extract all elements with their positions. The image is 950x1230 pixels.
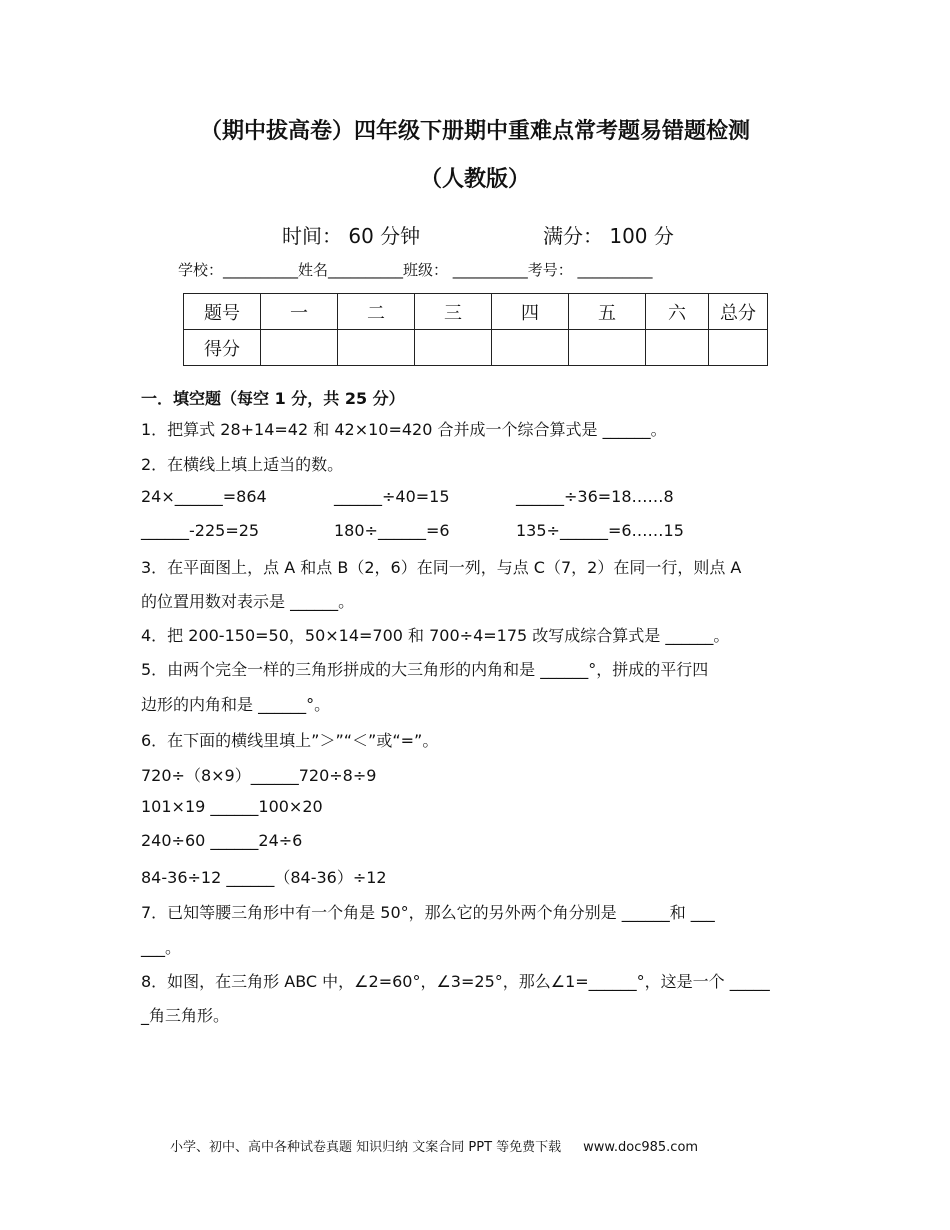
score-cell-4[interactable] — [492, 330, 569, 366]
q2-item: ______÷36=18……8 — [516, 487, 674, 506]
score-label-cell: 得分 — [184, 330, 261, 366]
question-4: 4．把 200-150=50，50×14=700 和 700÷4=175 改写成综合算式是 ______。 — [141, 626, 730, 645]
question-1: 1．把算式 28+14=42 和 42×10=420 合并成一个综合算式是 ______。 — [141, 420, 667, 439]
header-cell-4: 四 — [492, 294, 569, 330]
score-table-header-row — [184, 294, 768, 330]
question-3-line2: 的位置用数对表示是 ______。 — [141, 592, 355, 611]
student-info-line: 学校：__________姓名__________班级： __________考号： __________ — [178, 261, 653, 279]
header-cell-2: 二 — [338, 294, 415, 330]
question-3-line1: 3．在平面图上，点 A 和点 B（2，6）在同一列，与点 C（7，2）在同一行，则点 A — [141, 558, 742, 577]
question-5-line2: 边形的内角和是 ______°。 — [141, 695, 331, 714]
score-cell-1[interactable] — [261, 330, 338, 366]
exam-time: 时间： 60 分钟 — [282, 224, 421, 248]
q6-item: 84-36÷12 ______（84-36）÷12 — [141, 868, 387, 887]
full-score: 满分： 100 分 — [543, 224, 674, 248]
score-cell-6[interactable] — [646, 330, 709, 366]
question-2: 2．在横线上填上适当的数。 — [141, 455, 344, 474]
question-7-line1: 7．已知等腰三角形中有一个角是 50°，那么它的另外两个角分别是 ______和 ___ — [141, 903, 715, 922]
q6-item: 240÷60 ______24÷6 — [141, 831, 303, 850]
q2-item: ______-225=25 — [141, 521, 260, 540]
question-7-line2: ___。 — [141, 938, 182, 957]
score-table-score-row — [184, 330, 768, 366]
q6-item: 101×19 ______100×20 — [141, 797, 323, 816]
question-8-line2: _角三角形。 — [141, 1006, 230, 1025]
header-cell-6: 六 — [646, 294, 709, 330]
q6-item: 720÷（8×9）______720÷8÷9 — [141, 766, 377, 785]
q2-item: 180÷______=6 — [334, 521, 450, 540]
footer — [170, 1136, 698, 1155]
question-6: 6．在下面的横线里填上”＞”“＜”或“=”。 — [141, 731, 439, 750]
header-cell-5: 五 — [569, 294, 646, 330]
header-cell-total: 总分 — [709, 294, 768, 330]
q2-item: 135÷______=6……15 — [516, 521, 684, 540]
page-title: （期中拔高卷）四年级下册期中重难点常考题易错题检测 — [199, 119, 750, 144]
footer-link[interactable]: www.doc985.com — [583, 1140, 699, 1155]
score-cell-5[interactable] — [569, 330, 646, 366]
score-cell-total[interactable] — [709, 330, 768, 366]
score-cell-2[interactable] — [338, 330, 415, 366]
score-table — [183, 293, 768, 366]
question-5-line1: 5．由两个完全一样的三角形拼成的大三角形的内角和是 ______°，拼成的平行四 — [141, 660, 709, 679]
header-cell-1: 一 — [261, 294, 338, 330]
section-heading: 一．填空题（每空 1 分，共 25 分） — [141, 389, 405, 408]
footer-text: 小学、初中、高中各种试卷真题 知识归纳 文案合同 PPT 等免费下载 — [170, 1140, 562, 1155]
header-cell-label: 题号 — [184, 294, 261, 330]
page-subtitle: （人教版） — [419, 167, 530, 192]
q2-item: 24×______=864 — [141, 487, 267, 506]
question-8-line1: 8．如图，在三角形 ABC 中，∠2=60°，∠3=25°，那么∠1=______°，这是一个 _____ — [141, 972, 770, 991]
q2-item: ______÷40=15 — [334, 487, 450, 506]
score-cell-3[interactable] — [415, 330, 492, 366]
header-cell-3: 三 — [415, 294, 492, 330]
